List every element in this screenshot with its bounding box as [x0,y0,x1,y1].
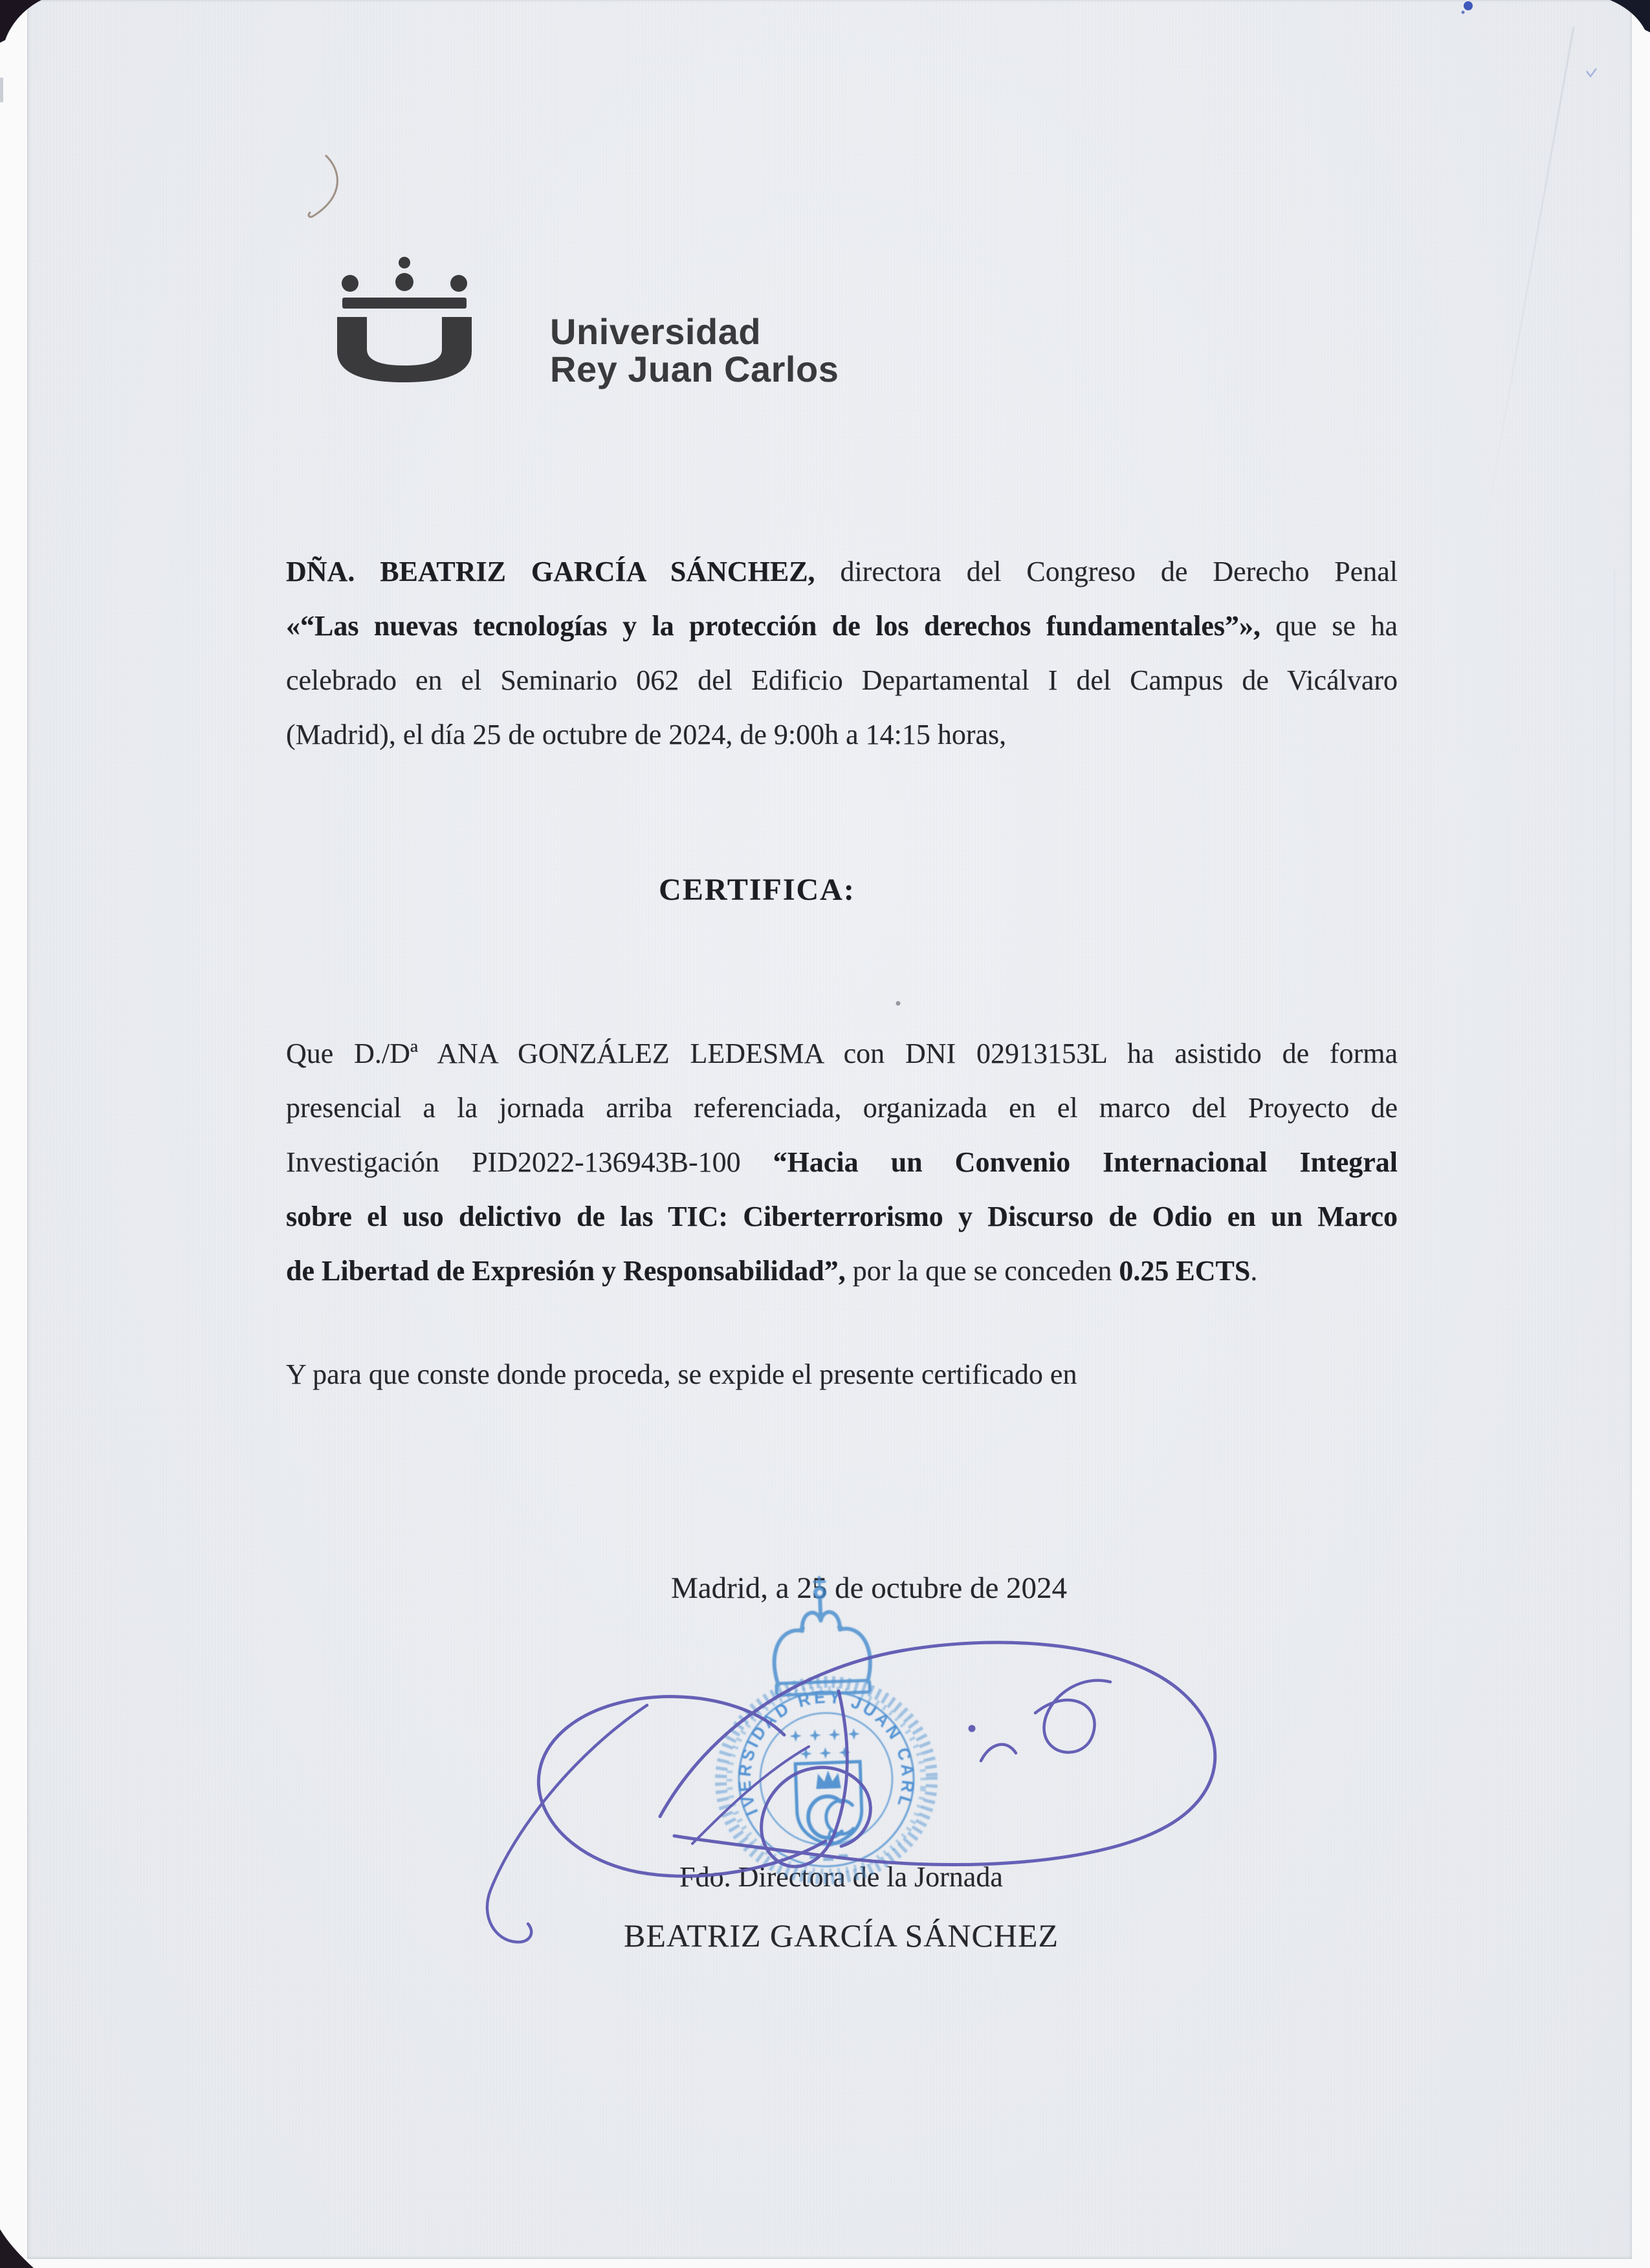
text-segment: por la que se conceden [845,1255,1119,1287]
paragraph-line [286,1081,1398,1135]
paragraph-line [286,1244,1398,1298]
date-line: Madrid, a 25 de octubre de 2024 [670,1571,1068,1605]
paragraph-line [286,1027,1398,1081]
signature-name-line: BEATRIZ GARCÍA SÁNCHEZ [623,1917,1059,1954]
paragraph-line [286,545,1398,599]
stamp-ring-text: UNIVERSIDAD REY JUAN CARLOS [734,1686,918,1818]
paragraph-line [286,1135,1398,1190]
paragraph-line [286,599,1398,653]
logo-line-2: Rey Juan Carlos [550,349,839,389]
university-logo-text [550,313,839,388]
paragraph-line [286,1347,1398,1402]
text-segment: que se ha [1260,610,1398,642]
signature-role-line: Fdo. Directora de la Jornada [679,1861,1003,1893]
urjc-crowned-u-icon [327,252,482,391]
text-segment: directora del Congreso de Derecho Penal [815,556,1398,587]
text-segment: presencial a la jornada arriba referenciada, organizada en el marco del Proyecto de [286,1092,1398,1124]
paragraph-line [286,708,1398,762]
text-segment: Investigación PID2022-136943B-100 [286,1146,773,1178]
body-paragraph [286,1027,1398,1298]
scanner-edge-artifact [0,78,3,102]
paragraph-line [286,653,1398,708]
certify-heading: CERTIFICA: [659,873,855,907]
bold-text-segment: de Libertad de Expresión y Responsabilidad”, [286,1255,846,1287]
paper-crease [1614,569,1615,1540]
text-segment: Que D./Dª ANA GONZÁLEZ LEDESMA con DNI 02913153L ha asistido de forma [286,1038,1398,1069]
text-segment: celebrado en el Seminario 062 del Edificio Departamental I del Campus de Vicálvaro [286,664,1398,696]
bold-text-segment: DÑA. BEATRIZ GARCÍA SÁNCHEZ, [286,556,815,587]
closing-paragraph [286,1347,1398,1402]
text-segment: . [1250,1255,1258,1287]
paragraph-line [286,1190,1398,1244]
text-segment: (Madrid), el día 25 de octubre de 2024, de 9:00h a 14:15 horas, [286,719,1007,750]
logo-line-1: Universidad [550,311,762,352]
intro-paragraph [286,545,1398,762]
text-segment: Y para que conste donde proceda, se expide el presente certificado en [286,1358,1077,1390]
paper-crease [1482,27,1575,543]
bold-text-segment: 0.25 ECTS [1119,1255,1251,1287]
bold-text-segment: sobre el uso delictivo de las TIC: Ciberterrorismo y Discurso de Odio en un Marco [286,1201,1398,1232]
bold-text-segment: «“Las nuevas tecnologías y la protección de los derechos fundamentales”», [286,610,1260,642]
bold-text-segment: “Hacia un Convenio Internacional Integral [773,1146,1398,1178]
